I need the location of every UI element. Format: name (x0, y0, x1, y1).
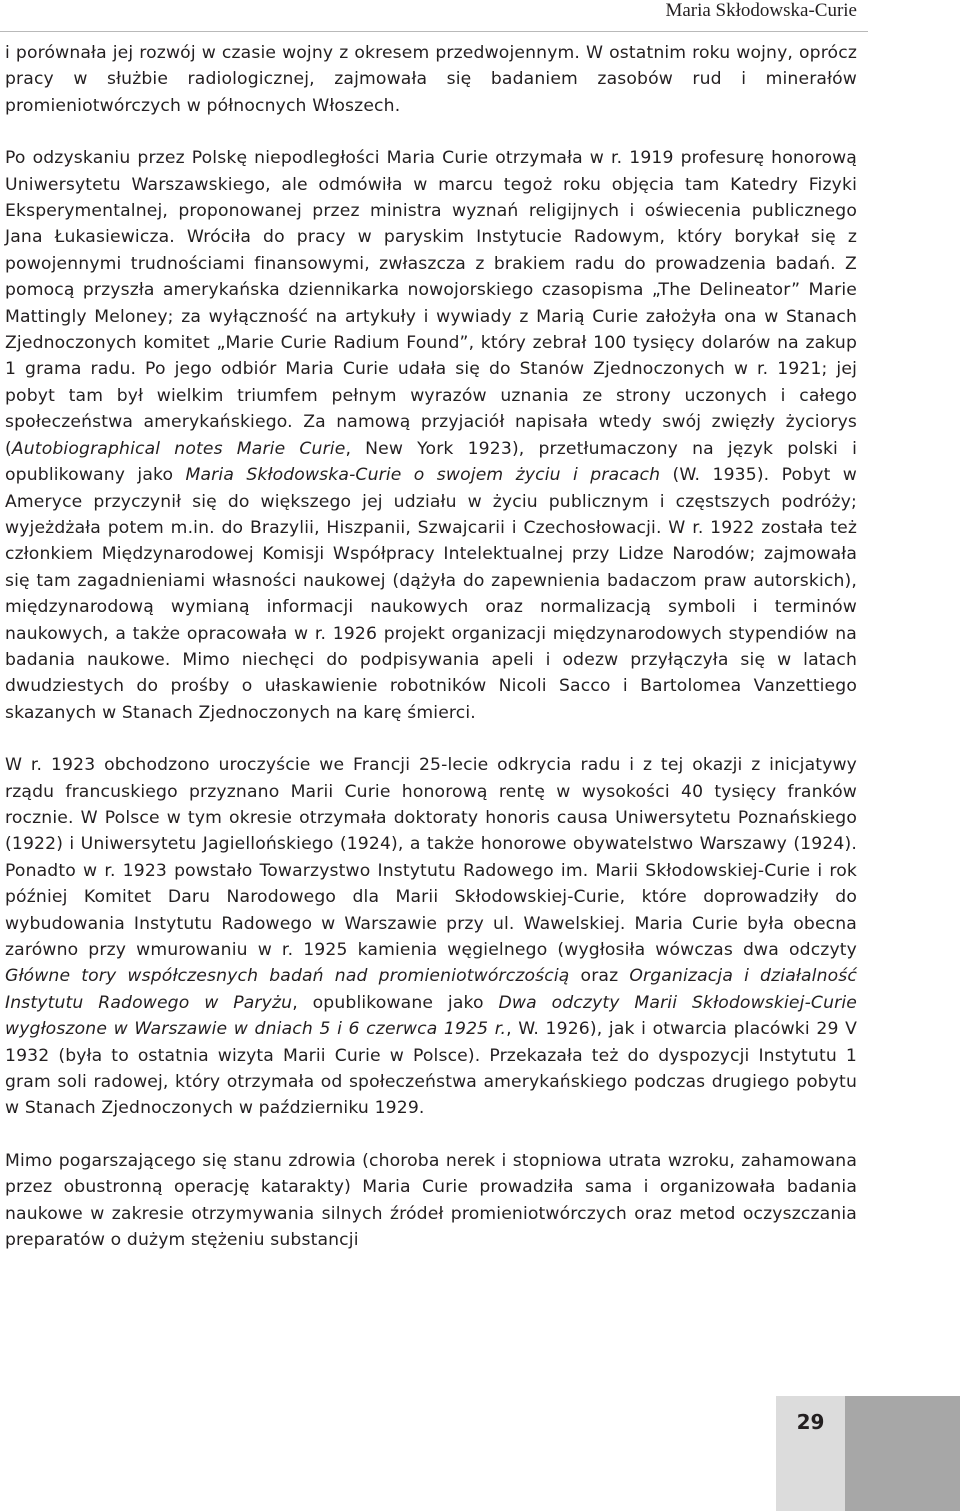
text-run: (W. 1935). Pobyt w Ameryce przyczynił się do większego jej udziału w życiu publicznym i częstszych podróży; wyjeżdżała potem m.in. do Brazylii, Hiszpanii, Szwajcarii i Czechosłowacji. W r. 1922 została też członkiem Międzynarodowej Komisji Współpracy Intelektualnej przy Lidze Narodów; zajmowała się tam zagadnieniami własności naukowej (dążyła do zapewnienia badaczom praw autorskich), międzynarodową wymianą informacji naukowych oraz normalizacją symboli i terminów naukowych, a także opracowała w r. 1926 projekt organizacji międzynarodowych stypendiów na badania naukowe. Mimo niechęci do podpisywania apeli i odezw przyłączyła się w latach dwudziestych do prośby o ułaskawienie robotników Nicoli Sacco i Bartolomea Vanzettiego skazanych w Stanach Zjednoczonych na karę śmierci. (5, 465, 857, 723)
italic-title: Organizacja i działalność Instytutu Radowego w Paryżu (5, 966, 858, 1013)
italic-title: Główne tory współczesnych badań nad promieniotwórczością (5, 966, 570, 987)
text-run: Mimo pogarszającego się stanu zdrowia (choroba nerek i stopniowa utrata wzroku, zahamowana przez obustronną operację katarakty) Maria Curie prowadziła sama i organizowała badania naukowe w zakresie otrzymywania silnych źródeł promieniotwórczych oraz metod oczyszczania preparatów o dużym stężeniu substancji (5, 1150, 857, 1251)
italic-title: Maria Skłodowska-Curie o swojem życiu i pracach (185, 465, 661, 486)
header-rule (0, 31, 868, 32)
running-header: Maria Skłodowska-Curie (665, 0, 857, 21)
body-paragraph (5, 145, 857, 726)
text-run: , opublikowane jako (292, 992, 499, 1013)
text-run: , New York 1923), przetłumaczony na język polski i opublikowany jako (5, 438, 857, 486)
text-run: Po odzyskaniu przez Polskę niepodległości Maria Curie otrzymała w r. 1919 profesurę honorową Uniwersytetu Warszawskiego, ale odmówiła w marcu tegoż roku objęcia tam Katedry Fizyki Eksperymentalnej, proponowanej przez ministra wyznań religijnych i oświecenia publicznego Jana Łukasiewicza. Wróciła do pracy w paryskim Instytucie Radowym, który borykał się z powojennymi trudnościami finansowymi, zwłaszcza z brakiem radu do prowadzenia badań. Z pomocą przyszła amerykańska dziennikarka nowojorskiego czasopisma „The Delineator” Marie Mattingly Meloney; za wyłączność na artykuły i wywiady z Marią Curie założyła ona w Stanach Zjednoczonych komitet „Marie Curie Radium Found”, który zebrał 100 tysięcy dolarów na zakup 1 grama radu. Po jego odbiór Maria Curie udała się do Stanów Zjednoczonych w r. 1921; jej pobyt tam był wielkim triumfem pełnym wyrazów uznania ze strony uczonych i całego społeczeństwa amerykańskiego. Za namową przyjaciół napisała wtedy swój zwięzły życiorys ( (5, 148, 857, 459)
text-run: , W. 1926), jak i otwarcia placówki 29 V 1932 (była to ostatnia wizyta Marii Curie w Polsce). Przekazała też do dyspozycji Instytutu 1 gram soli radowej, który otrzymała od społeczeństwa amerykańskiego podczas drugiego pobytu w Stanach Zjednoczonych w październiku 1929. (5, 1019, 857, 1119)
text-body (5, 40, 857, 1253)
body-paragraph (5, 1148, 857, 1254)
page-number: 29 (796, 1410, 825, 1434)
italic-title: Autobiographical notes Marie Curie (11, 438, 346, 459)
text-run: oraz (569, 966, 630, 987)
body-paragraph (5, 40, 857, 119)
italic-title: Dwa odczyty Marii Skłodowskiej-Curie wygłoszone w Warszawie w dniach 5 i 6 czerwca 1925 r. (5, 992, 857, 1040)
page-edge-block (845, 1396, 960, 1511)
text-run: i porównała jej rozwój w czasie wojny z okresem przedwojennym. W ostatnim roku wojny, oprócz pracy w służbie radiologicznej, zajmowała się badaniem zasobów rud i minerałów promieniotwórczych w północnych Włoszech. (5, 43, 857, 116)
text-run: W r. 1923 obchodzono uroczyście we Francji 25-lecie odkrycia radu i z tej okazji z inicjatywy rządu francuskiego przyznano Marii Curie honorową rentę w wysokości 40 tysięcy franków rocznie. W Polsce w tym okresie otrzymała doktoraty honoris causa Uniwersytetu Poznańskiego (1922) i Uniwersytetu Jagiellońskiego (1924), a także honorowe obywatelstwo Warszawy (1924). Ponadto w r. 1923 powstało Towarzystwo Instytutu Radowego im. Marii Skłodowskiej-Curie i rok później Komitet Daru Narodowego dla Marii Skłodowskiej-Curie, które doprowadziły do wybudowania Instytutu Radowego w Warszawie przy ul. Wawelskiej. Maria Curie była obecna zarówno przy wmurowaniu w r. 1925 kamienia węgielnego (wygłosiła wówczas dwa odczyty (5, 755, 857, 960)
body-paragraph (5, 752, 857, 1122)
